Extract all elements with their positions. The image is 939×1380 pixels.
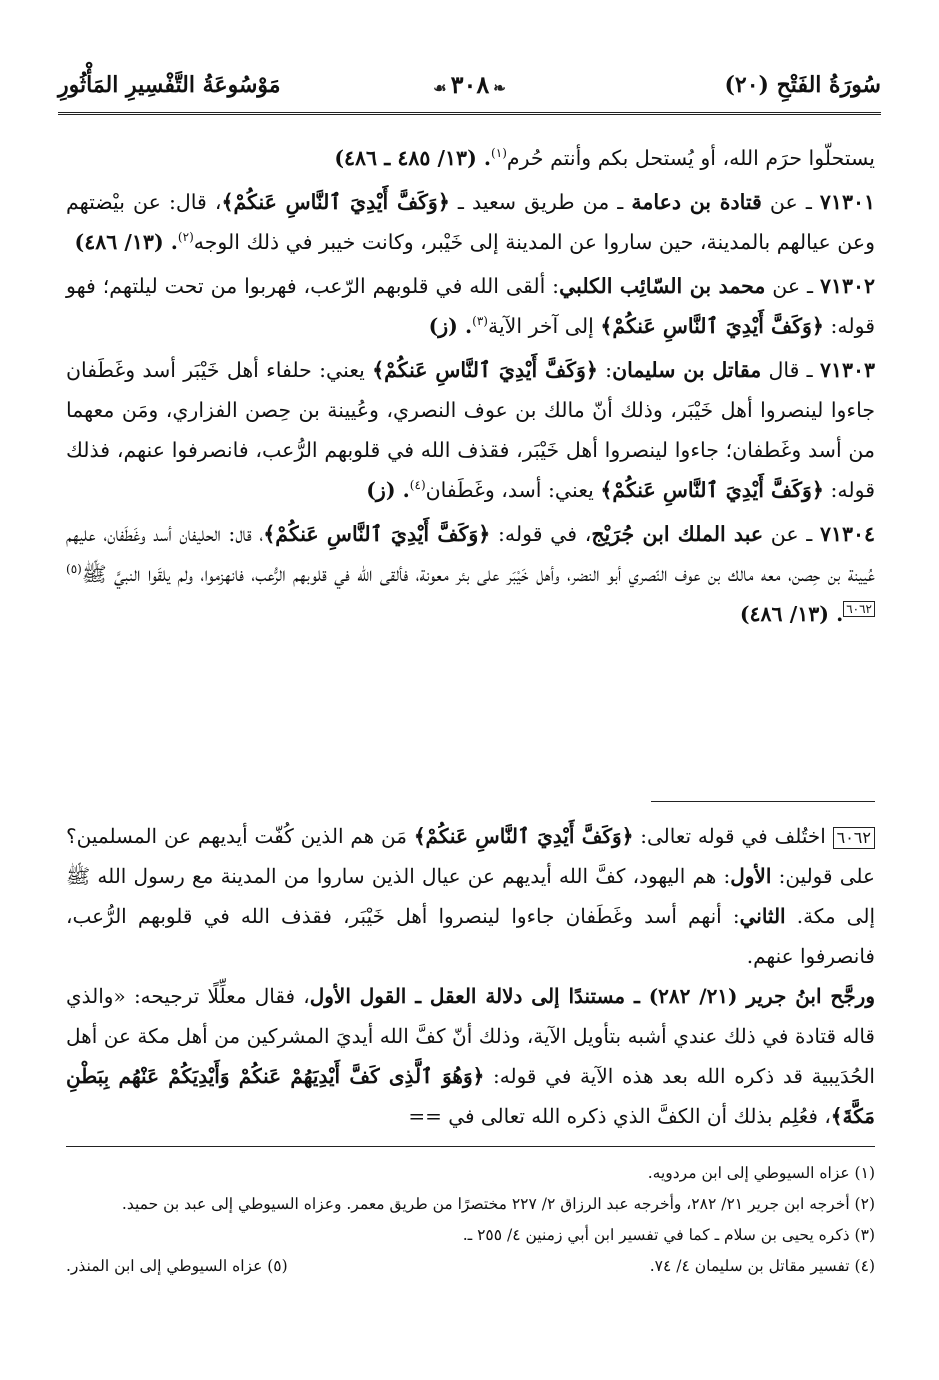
narrator-name: مقاتل بن سليمان <box>612 358 762 382</box>
footnote-marker[interactable]: (٥) <box>66 562 82 577</box>
quran-verse: ﴿وَكَفَّ أَيْدِيَ ٱلنَّاسِ عَنكُمْ﴾ <box>263 522 491 546</box>
narration-number: ٧١٣٠١ <box>819 190 875 214</box>
commentary-separator <box>651 801 875 802</box>
footnotes-divider <box>66 1146 875 1147</box>
book-title: مَوْسُوعَةُ التَّفْسِيرِ المَأْثُورِ <box>58 72 281 98</box>
first-opinion-label: الأول <box>730 864 772 888</box>
footnote-2: (٢) أخرجه ابن جرير ٢١/ ٢٨٢، وأخرجه عبد الرزاق ٢/ ٢٢٧ مختصرًا من طريق معمر. وعزاه السيوطي إلى عبد بن حميد. <box>121 1195 875 1213</box>
footnotes <box>66 1158 875 1282</box>
narrator-name: عبد الملك ابن جُرَيْج <box>591 522 764 546</box>
page-number: ٣٠٨ <box>450 70 490 99</box>
footnote-5: (٥) عزاه السيوطي إلى ابن المنذر. <box>66 1257 288 1275</box>
main-text <box>66 138 875 638</box>
second-opinion-label: الثاني <box>739 904 786 928</box>
header-divider <box>58 112 881 115</box>
quran-verse: ﴿وَكَفَّ أَيْدِيَ ٱلنَّاسِ عَنكُمْ﴾ <box>600 478 824 502</box>
footnote-marker[interactable]: (٢) <box>177 230 194 245</box>
narration-number: ٧١٣٠٢ <box>819 274 875 298</box>
narration-number: ٧١٣٠٣ <box>819 358 875 382</box>
ornament-icon: ❧ <box>493 79 506 97</box>
narration-71301: ٧١٣٠١ ـ عن قتادة بن دعامة ـ من طريق سعيد ـ ﴿وَكَفَّ أَيْدِيَ ٱلنَّاسِ عَنكُمْ﴾، قال: عن بيْضتهم وعن عيالهم بالمدينة، حين ساروا عن المدينة إلى خَيْبر، وكانت خيبر في ذلك الوجه$^{(٢)}$. (١٣/ ٤٨٦) <box>66 190 875 254</box>
preference-statement: ورجَّح ابنُ جرير (٢١/ ٢٨٢) ـ مستندًا إلى دلالة العقل ـ القول الأول <box>309 984 875 1008</box>
page-header <box>58 70 881 108</box>
quran-verse: ﴿وَهُوَ ٱلَّذِى كَفَّ أَيْدِيَهُمْ عَنكُمْ وَأَيْدِيَكُمْ عَنْهُم بِبَطْنِ مَكَّةَ﴾ <box>66 1064 875 1128</box>
narration-71303: ٧١٣٠٣ ـ قال مقاتل بن سليمان: ﴿وَكَفَّ أَيْدِيَ ٱلنَّاسِ عَنكُمْ﴾ يعني: حلفاء أهل خَيْبَر أسد وغَطَفان جاءوا لينصروا أهل خَيْبَر، وذلك أنّ مالك بن عوف النصري، وعُيينة بن حِصن الفزاري، ومَن معهما من أسد وغَطفان؛ جاءوا لينصروا أهل خَيْبَر، فقذف الله في قلوبهم الرُّعب، فانصرفوا عنهم، فذلك قوله: ﴿وَكَفَّ أَيْدِيَ ٱلنَّاسِ عَنكُمْ﴾ يعني: أسد، وغَطَفان$^{(٤)}$. (ز) <box>66 358 875 502</box>
footnote-3: (٣) ذكره يحيى بن سلام ـ كما في تفسير ابن أبي زمنين ٤/ ٢٥٥ ـ. <box>462 1226 875 1244</box>
source-reference: . (١٣/ ٤٨٦) <box>74 230 178 254</box>
source-reference: . (١٣/ ٤٨٦) <box>739 602 844 626</box>
source-reference: . (ز) <box>428 314 473 338</box>
footnote-marker[interactable]: (١) <box>491 146 507 161</box>
narration-71304: ٧١٣٠٤ ـ عن عبد الملك ابن جُرَيْج، في قوله: ﴿وَكَفَّ أَيْدِيَ ٱلنَّاسِ عَنكُمْ﴾، قال: الحليفان أسد وغَطَفان، عليهم عُيينة بن حِصن، معه مالك بن عوف النّصري أبو النضر، وأهل خَيْبَر على بئر معونة، فألقى الله في قلوبهم الرُّعب، فانهزموا، ولم يلقَوا النبيَّ ﷺ$^{(٥)}$٦٠٦٢. (١٣/ ٤٨٦) <box>66 522 875 626</box>
page-number-block <box>429 70 510 99</box>
narrator-name: قتادة بن دعامة <box>631 190 762 214</box>
footnote-1: (١) عزاه السيوطي إلى ابن مردويه. <box>647 1164 875 1182</box>
source-reference: . (١٣/ ٤٨٥ ـ ٤٨٦) <box>334 146 492 170</box>
source-reference: . (ز) <box>366 478 410 502</box>
quran-verse: ﴿وَكَفَّ أَيْدِيَ ٱلنَّاسِ عَنكُمْ﴾ <box>413 824 634 848</box>
surah-header: سُورَةُ الفَتْحِ (٢٠) <box>724 72 881 98</box>
commentary-paragraph: ورجَّح ابنُ جرير (٢١/ ٢٨٢) ـ مستندًا إلى دلالة العقل ـ القول الأول، فقال معلِّلًا ترجيحه: «والذي قاله قتادة في ذلك عندي أشبه بتأويل الآية، وذلك أنّ كفَّ الله أيديَ المشركين من أهل مكة عن أهل الحُدَيبية قد ذكره الله بعد هذه الآية في قوله: ﴿وَهُوَ ٱلَّذِى كَفَّ أَيْدِيَهُمْ عَنكُمْ وَأَيْدِيَكُمْ عَنْهُم بِبَطْنِ مَكَّةَ﴾، فعُلِم بذلك أن الكفَّ الذي ذكره الله تعالى في == <box>66 984 875 1128</box>
footnote-4: (٤) تفسير مقاتل بن سليمان ٤/ ٧٤. <box>649 1257 875 1275</box>
narration-71302: ٧١٣٠٢ ـ عن محمد بن السّائِب الكلبي: ألقى الله في قلوبهم الرّعب، فهربوا من تحت ليلتهم؛ فهو قوله: ﴿وَكَفَّ أَيْدِيَ ٱلنَّاسِ عَنكُمْ﴾ إلى آخر الآية$^{(٣)}$. (ز) <box>66 274 875 338</box>
paragraph-continued: يستحلّوا حرَم الله، أو يُستحل بكم وأنتم حُرم$^{(١)}$. (١٣/ ٤٨٥ ـ ٤٨٦) <box>334 146 875 170</box>
narrator-name: محمد بن السّائِب الكلبي <box>559 274 766 298</box>
footnote-row <box>66 1251 875 1282</box>
footnote-marker[interactable]: (٤) <box>409 478 426 493</box>
narration-number: ٧١٣٠٤ <box>819 522 875 546</box>
quran-verse: ﴿وَكَفَّ أَيْدِيَ ٱلنَّاسِ عَنكُمْ﴾ <box>600 314 824 338</box>
footnote-marker[interactable]: (٣) <box>472 314 488 329</box>
commentary-paragraph: ٦٠٦٢ اختُلف في قوله تعالى: ﴿وَكَفَّ أَيْدِيَ ٱلنَّاسِ عَنكُمْ﴾ مَن هم الذين كُفّت أيديهم عن المسلمين؟ على قولين: الأول: هم اليهود، كفَّ الله أيديهم عن عيال الذين ساروا من المدينة مع رسول الله ﷺ إلى مكة. الثاني: أنهم أسد وغَطَفان جاءوا لينصروا أهل خَيْبَر، فقذف الله في قلوبهم الرُّعب، فانصرفوا عنهم. <box>66 824 875 968</box>
quran-verse: ﴿وَكَفَّ أَيْدِيَ ٱلنَّاسِ عَنكُمْ﴾ <box>221 190 450 214</box>
ornament-icon: ☙ <box>433 79 447 97</box>
commentary-number-box: ٦٠٦٢ <box>833 827 875 849</box>
commentary-section <box>66 816 875 1136</box>
commentary-link-box[interactable]: ٦٠٦٢ <box>843 601 875 617</box>
quran-verse: ﴿وَكَفَّ أَيْدِيَ ٱلنَّاسِ عَنكُمْ﴾ <box>372 358 598 382</box>
